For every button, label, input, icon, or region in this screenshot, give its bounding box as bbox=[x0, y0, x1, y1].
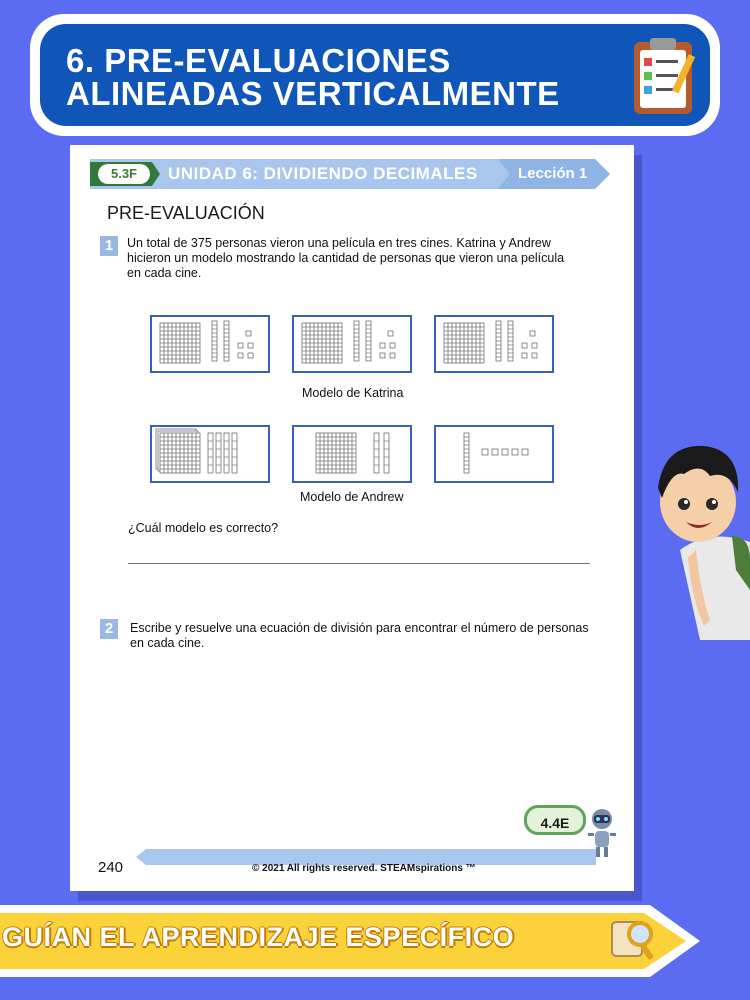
question-1-prompt: ¿Cuál modelo es correcto? bbox=[128, 521, 279, 535]
andrew-model-1 bbox=[150, 425, 270, 483]
answer-line bbox=[128, 563, 590, 564]
bottom-banner-text: GUÍAN EL APRENDIZAJE ESPECÍFICO bbox=[2, 922, 515, 952]
standard-tag: 4.4E bbox=[524, 805, 586, 835]
unit-title: UNIDAD 6: DIVIDIENDO DECIMALES bbox=[168, 164, 478, 183]
andrew-model-caption: Modelo de Andrew bbox=[300, 490, 404, 504]
question-1-text: Un total de 375 personas vieron una película en tres cines. Katrina y Andrew hicieron un modelo mostrando la cantidad de personas que vieron una película en cada cine. bbox=[127, 236, 565, 280]
katrina-model-1 bbox=[150, 315, 270, 373]
boy-character-illustration bbox=[640, 440, 750, 640]
katrina-model-2 bbox=[292, 315, 412, 373]
base-ten-blocks-icon bbox=[294, 317, 410, 371]
magnifier-icon bbox=[606, 914, 660, 964]
question-1-number: 1 bbox=[100, 236, 118, 256]
section-title: PRE-EVALUACIÓN bbox=[107, 203, 265, 223]
base-ten-blocks-icon bbox=[294, 427, 410, 481]
base-ten-blocks-icon bbox=[152, 317, 268, 371]
header-banner-inner bbox=[40, 24, 710, 126]
copyright-text: © 2021 All rights reserved. STEAMspirations ™ bbox=[252, 863, 476, 874]
katrina-model-3 bbox=[434, 315, 554, 373]
question-2-text: Escribe y resuelve una ecuación de división para encontrar el número de personas en cada cine. bbox=[130, 621, 589, 650]
question-2-number: 2 bbox=[100, 619, 118, 639]
title-line-1: 6. PRE-EVALUACIONES bbox=[66, 42, 451, 79]
worksheet-page bbox=[70, 145, 634, 891]
title-line-2: ALINEADAS VERTICALMENTE bbox=[66, 75, 560, 112]
page-number: 240 bbox=[98, 859, 124, 876]
katrina-model-caption: Modelo de Katrina bbox=[302, 386, 404, 400]
lesson-label: Lección 1 bbox=[518, 165, 588, 182]
base-ten-blocks-icon bbox=[436, 427, 552, 481]
standard-code-badge: 5.3F bbox=[98, 164, 150, 184]
base-ten-blocks-icon bbox=[152, 427, 268, 481]
unit-header-bar bbox=[90, 159, 622, 189]
andrew-model-3 bbox=[434, 425, 554, 483]
andrew-model-2 bbox=[292, 425, 412, 483]
clipboard-checklist-icon bbox=[626, 34, 704, 118]
base-ten-blocks-icon bbox=[436, 317, 552, 371]
header-banner bbox=[30, 14, 720, 136]
page-title bbox=[66, 44, 586, 110]
